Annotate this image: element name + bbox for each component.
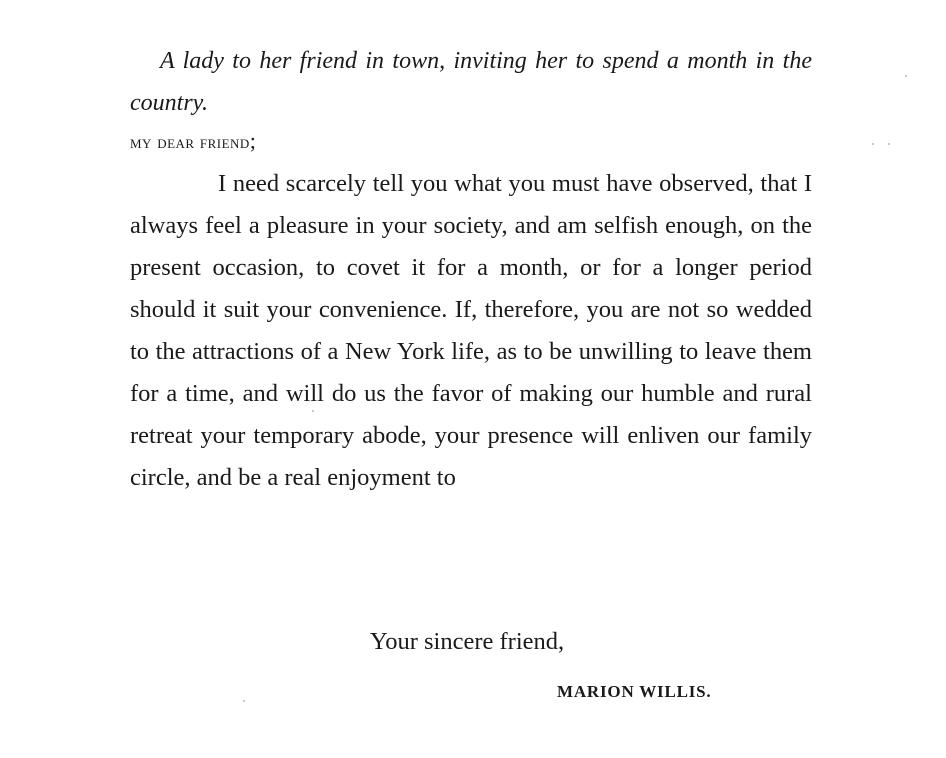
scan-speck xyxy=(872,143,874,145)
salutation-punctuation: ; xyxy=(249,128,257,153)
scan-speck xyxy=(905,75,907,77)
scan-speck xyxy=(243,700,245,702)
scan-speck xyxy=(312,410,314,412)
letter-heading: A lady to her friend in town, inviting her to spend a month in the country. xyxy=(130,48,812,116)
salutation xyxy=(130,128,256,154)
letter-signature: MARION WILLIS. xyxy=(557,682,712,701)
letter-closing: Your sincere friend, xyxy=(370,628,565,655)
letter-body: I need scarcely tell you what you must have observed, that I always feel a pleasure in your society, and am selfish enough, on the present occasion, to covet it for a month, or for a longer period should it suit your convenience. If, therefore, you are not so wedded to the attractions of a New York life, as to be unwilling to leave them for a time, and will do us the favor of making our humble and rural retreat your temporary abode, your presence will enliven our family circle, and be a real enjoyment to xyxy=(130,170,812,491)
salutation-text: my dear friend xyxy=(130,132,250,153)
scan-speck xyxy=(888,143,890,145)
